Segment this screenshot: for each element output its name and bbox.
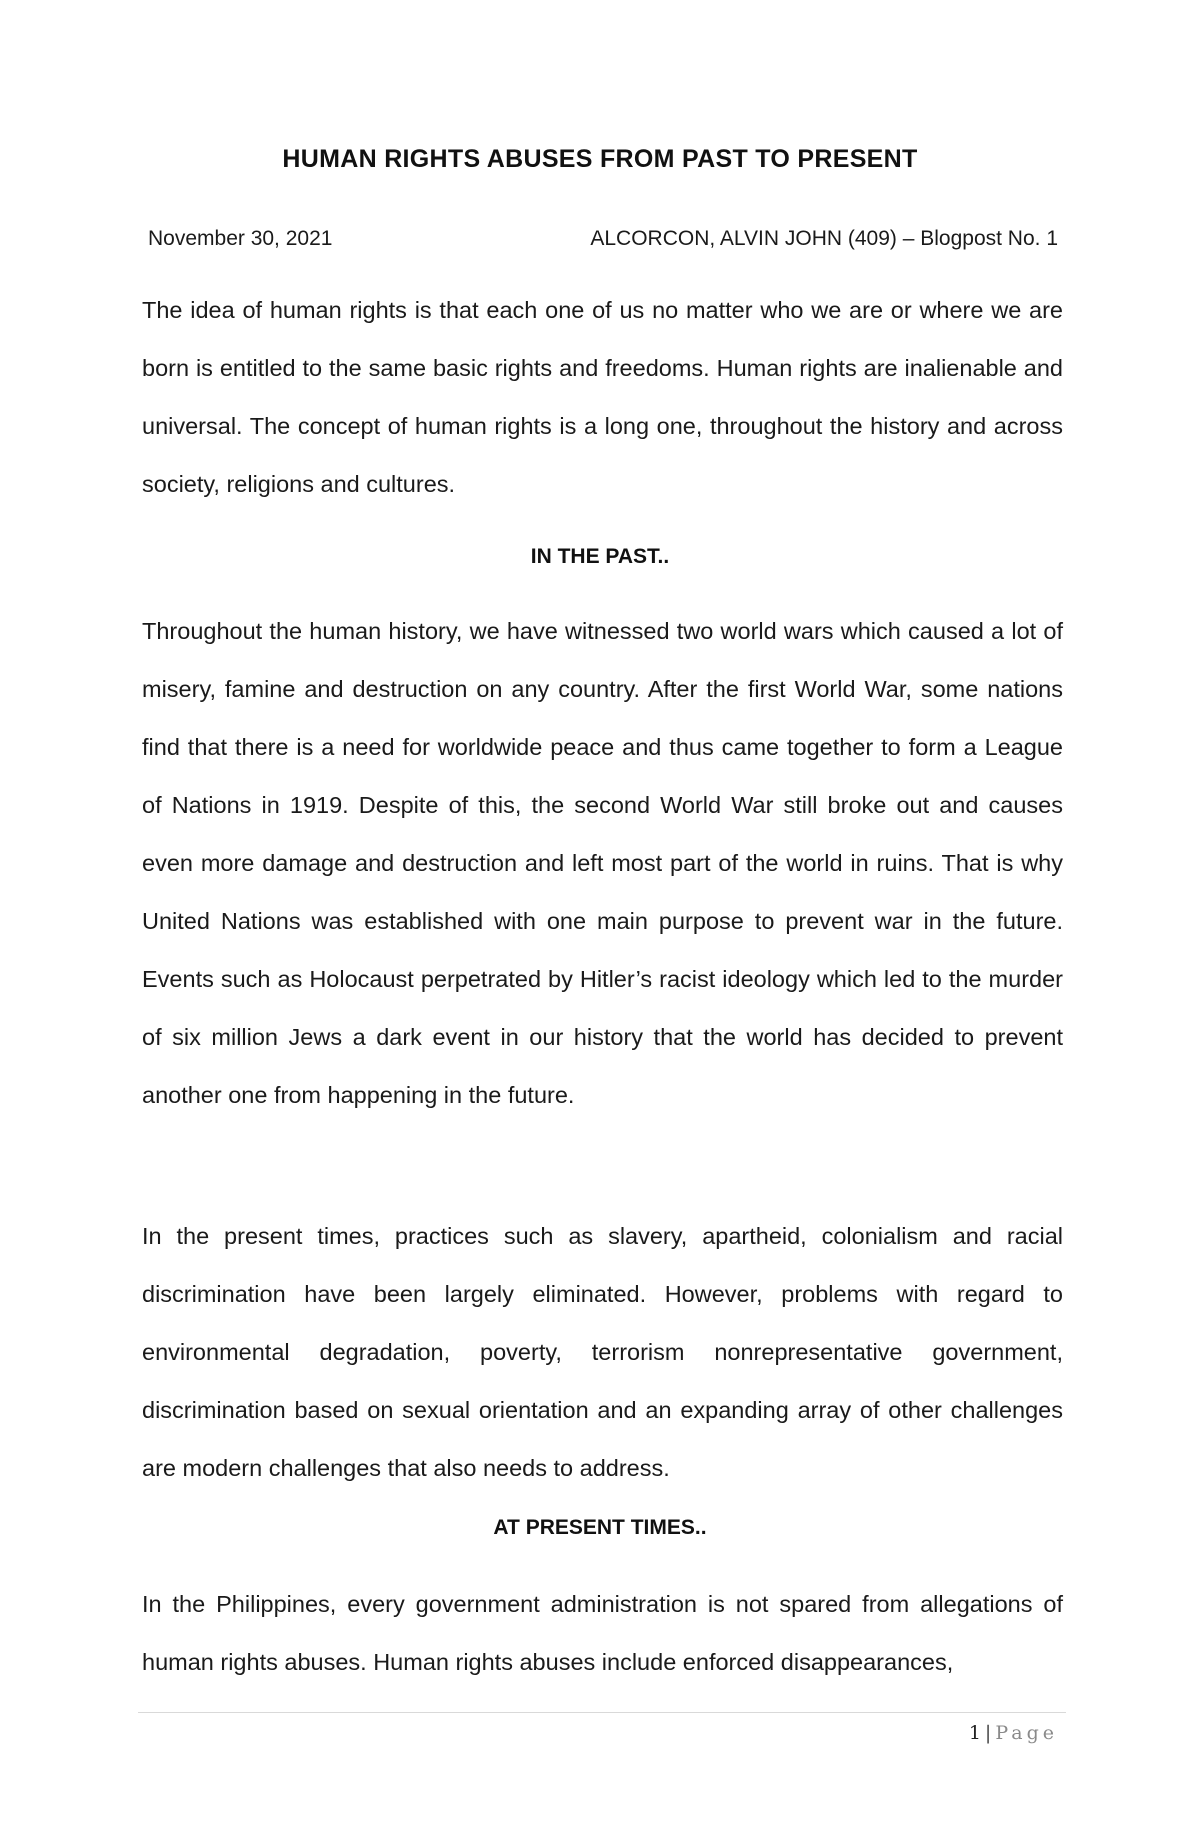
page-number: 1 <box>968 1722 981 1744</box>
paragraph-intro: The idea of human rights is that each one of us no matter who we are or where we are born is entitled to the same basic rights and freedoms. Human rights are inalienable and universal. The concept of human rights is a long one, throughout the history and across society, religions and cultures. <box>142 297 1063 497</box>
document-title: HUMAN RIGHTS ABUSES FROM PAST TO PRESENT <box>282 145 918 173</box>
page-label: Page <box>995 1722 1058 1744</box>
page-footer <box>969 1722 1058 1744</box>
footer-divider <box>138 1712 1066 1713</box>
paragraph-philippines: In the Philippines, every government administration is not spared from allegations of human rights abuses. Human rights abuses include enforced disappearances, <box>142 1591 1063 1675</box>
paragraph-present-times: In the present times, practices such as slavery, apartheid, colonialism and racial discrimination have been largely eliminated. However, problems with regard to environmental degradation, poverty, terrorism nonrepresentative government, discrimination based on sexual orientation and an expanding array of other challenges are modern challenges that also needs to address. <box>142 1223 1063 1481</box>
section-heading-past: IN THE PAST.. <box>530 545 670 568</box>
paragraph-past: Throughout the human history, we have witnessed two world wars which caused a lot of misery, famine and destruction on any country. After the first World War, some nations find that there is a need for worldwide peace and thus came together to form a League of Nations in 1919. Despite of this, the second World War still broke out and causes even more damage and destruction and left most part of the world in ruins. That is why United Nations was established with one main purpose to prevent war in the future. Events such as Holocaust perpetrated by Hitler’s racist ideology which led to the murder of six million Jews a dark event in our history that the world has decided to prevent another one from happening in the future. <box>142 618 1063 1108</box>
author-line: ALCORCON, ALVIN JOHN (409) – Blogpost No. 1 <box>590 227 1058 250</box>
footer-separator: | <box>984 1722 992 1744</box>
document-date: November 30, 2021 <box>148 227 333 250</box>
section-heading-present: AT PRESENT TIMES.. <box>493 1516 707 1539</box>
